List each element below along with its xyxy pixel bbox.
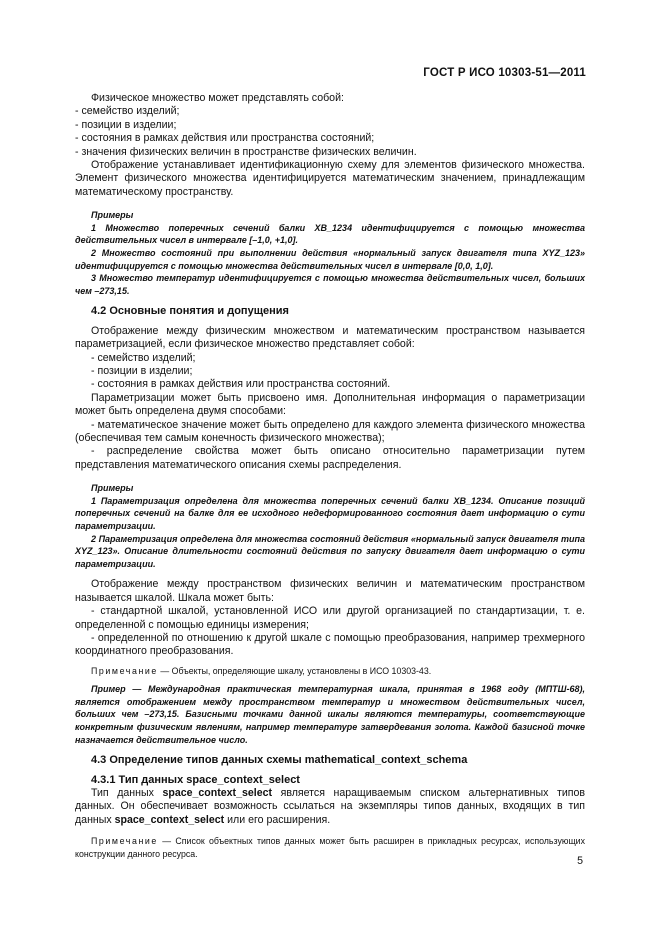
scale-paragraph: Отображение между пространством физических величин и математическим пространством называется шкалой. Шкала может быть: (75, 578, 585, 604)
example-item: 3 Множество температур идентифицируется с помощью множества действительных чисел, больших чем –273,15. (75, 273, 585, 296)
note-text: — Список объектных типов данных может быть расширен в прикладных ресурсах, использующих конструкции данного ресурса. (75, 836, 585, 859)
list-item: - состояния в рамках действия или пространства состояний; (75, 132, 375, 145)
page-number: 5 (577, 855, 583, 867)
list-item: - позиции в изделии; (91, 365, 193, 378)
standard-code-header: ГОСТ Р ИСО 10303-51—2011 (423, 67, 586, 79)
scale-note (75, 665, 585, 677)
note-text: — Объекты, определяющие шкалу, установлены в ИСО 10303-43. (157, 665, 432, 676)
section-4-2-heading: 4.2 Основные понятия и допущения (91, 305, 289, 318)
text-run: или его расширения. (224, 813, 331, 826)
example-item: 2 Множество состояний при выполнении действия «нормальный запуск двигателя типа XYZ_123» идентифицируется с помощью множества действительных чисел в интервале [0,0, 1,0]. (75, 248, 585, 271)
example-item: 1 Множество поперечных сечений балки XB_1234 идентифицируется с помощью множества действительных чисел в интервале [–1,0, +1,0]. (75, 222, 585, 246)
sec1-paragraph: Отображение устанавливает идентификационную схему для элементов физического множества. Элемент физического множества идентифицируется математическим значением, принадлежащим математическому пространству. (75, 159, 585, 198)
examples-title: Примеры (91, 483, 134, 494)
list-item: - семейство изделий; (91, 351, 196, 364)
scale-example (75, 683, 585, 746)
list-item: - распределение свойства может быть описано относительно параметризации путем представления математического описания схемы распределения. (75, 445, 585, 471)
type-name: space_context_select (114, 813, 225, 826)
sec42-paragraph-2: Параметризации может быть присвоено имя. Дополнительная информация о параметризации может быть определена двумя способами: (75, 391, 585, 418)
text-run: является наращиваемым списком альтернативных типов данных. Он обеспечивает возможность ссылаться на экземпляры типов данных, входящих в тип данных (75, 787, 585, 826)
list-item: - состояния в рамках действия или пространства состояний. (91, 378, 391, 391)
page-body (75, 92, 585, 860)
examples-title: Примеры (91, 210, 134, 221)
list-item: - стандартной шкалой, установленной ИСО или другой организацией по стандартизации, т. е. определенной с помощью единицы измерения; (75, 605, 585, 631)
example-label: Пример (91, 684, 126, 695)
sec42-paragraph-1: Отображение между физическим множеством и математическим пространством называется параметризацией, если физическое множество представляет собой: (75, 324, 585, 351)
example-item: 2 Параметризация определена для множества состояний действия «нормальный запуск двигателя типа XYZ_123». Описание длительности состояний действия по запуску двигателя дает информацию о сути параметризации. (75, 533, 585, 569)
sec431-note (75, 835, 585, 860)
text-run: Тип данных (91, 787, 163, 800)
list-item: - позиции в изделии; (75, 118, 177, 131)
example-text: — Международная практическая температурная шкала, принятая в 1968 году (МПТШ-68), является отображением между пространством температур и множеством действительных чисел, больших чем –273,15. Базисными точками данной шкалы являются температуры, соответствующие конкретным физическим явлениям, например температуре затвердевания золота. Каждой базисной точке назначается действительное число. (75, 684, 585, 745)
list-item: - значения физических величин в пространстве физических величин. (75, 145, 417, 158)
sec431-paragraph (75, 787, 585, 827)
type-name: space_context_select (162, 787, 273, 800)
note-label: Примечание (91, 665, 158, 676)
section-4-3-heading: 4.3 Определение типов данных схемы mathematical_context_schema (91, 754, 468, 767)
sec1-intro: Физическое множество может представлять собой: (91, 92, 344, 104)
list-item: - определенной по отношению к другой шкале с помощью преобразования, например трехмерного координатного преобразования. (75, 632, 585, 658)
section-4-3-1-heading: 4.3.1 Тип данных space_context_select (91, 773, 300, 786)
example-item: 1 Параметризация определена для множества поперечных сечений балки XB_1234. Описание позиций поперечных сечений на балке для ее исходного недеформированного состояния дает информацию о сути параметризации. (75, 495, 585, 532)
list-item: - семейство изделий; (75, 105, 180, 118)
list-item: - математическое значение может быть определено для каждого элемента физического множества (обеспечивая тем самым конечность физического множества); (75, 418, 585, 445)
note-label: Примечание (91, 836, 158, 847)
